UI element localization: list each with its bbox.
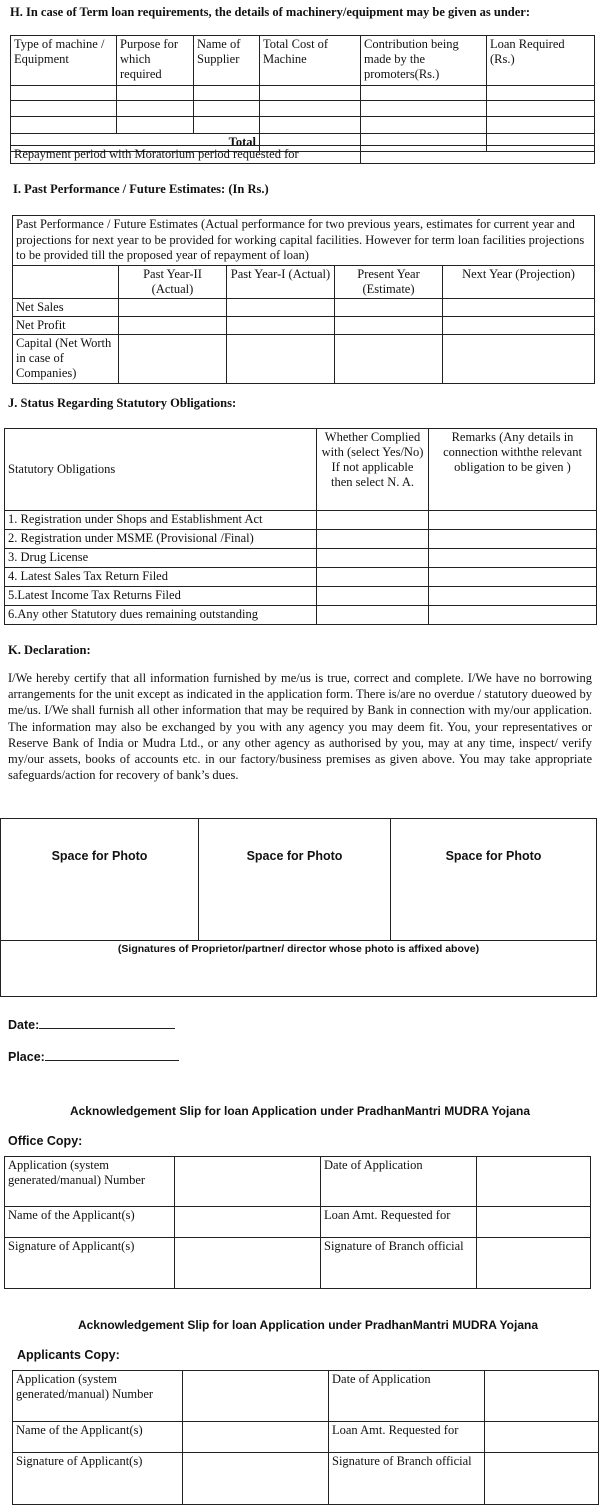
date-label: Date: (8, 1018, 40, 1032)
photo-box-2[interactable]: Space for Photo (199, 819, 391, 941)
cell[interactable] (487, 101, 595, 117)
cell[interactable] (361, 117, 487, 134)
total-label: Total (11, 134, 260, 152)
cell[interactable] (260, 117, 361, 134)
header-contribution: Contribution being made by the promoters(Rs.) (361, 36, 487, 86)
ack-office-signature-value[interactable] (175, 1238, 321, 1289)
table-row (11, 101, 595, 117)
place-line (45, 1048, 179, 1061)
ack-office-signature-label: Signature of Applicant(s) (5, 1238, 175, 1289)
ack-office-title: Acknowledgement Slip for loan Application under PradhanMantri MUDRA Yojana (69, 1104, 531, 1118)
cell[interactable] (317, 606, 429, 625)
date-field[interactable] (8, 1016, 175, 1032)
ack-office-branch-sig-label: Signature of Branch official (321, 1238, 477, 1289)
ack-office-loan-amt-value[interactable] (477, 1207, 591, 1238)
ack-applicant-loan-amt-label: Loan Amt. Requested for (329, 1422, 485, 1453)
cell[interactable] (361, 86, 487, 101)
cell[interactable] (194, 117, 260, 134)
repayment-value[interactable] (361, 146, 595, 164)
header-supplier: Name of Supplier (194, 36, 260, 86)
cell[interactable] (119, 334, 227, 383)
repayment-table (10, 145, 595, 164)
applicants-copy-label: Applicants Copy: (17, 1348, 120, 1362)
cell[interactable] (443, 334, 595, 383)
cell[interactable] (361, 101, 487, 117)
obligation-5: 5.Latest Income Tax Returns Filed (5, 587, 317, 606)
col-past-year-1: Past Year-I (Actual) (227, 265, 335, 298)
cell[interactable] (194, 101, 260, 117)
col-present-year: Present Year (Estimate) (335, 265, 443, 298)
ack-office-branch-sig-value[interactable] (477, 1238, 591, 1289)
cell[interactable] (317, 587, 429, 606)
table-row (5, 587, 597, 606)
header-total-cost: Total Cost of Machine (260, 36, 361, 86)
ack-applicant-signature-label: Signature of Applicant(s) (13, 1453, 183, 1505)
ack-applicant-title: Acknowledgement Slip for loan Application under PradhanMantri MUDRA Yojana (77, 1318, 539, 1332)
ack-applicant-branch-sig-value[interactable] (485, 1453, 599, 1505)
row-net-sales: Net Sales (13, 298, 119, 316)
photo-table (0, 818, 597, 997)
section-j-heading: J. Status Regarding Statutory Obligations: (8, 396, 237, 410)
place-field[interactable] (8, 1048, 179, 1064)
ack-applicant-date-label: Date of Application (329, 1371, 485, 1422)
cell[interactable] (260, 86, 361, 101)
header-purpose: Purpose for which required (117, 36, 194, 86)
cell[interactable] (429, 606, 597, 625)
cell[interactable] (317, 549, 429, 568)
cell[interactable] (227, 316, 335, 334)
ack-applicant-date-value[interactable] (485, 1371, 599, 1422)
obligation-2: 2. Registration under MSME (Provisional /Final) (5, 530, 317, 549)
cell[interactable] (11, 101, 117, 117)
table-row (5, 606, 597, 625)
cell[interactable] (429, 587, 597, 606)
table-row (5, 530, 597, 549)
ack-office-applicant-value[interactable] (175, 1207, 321, 1238)
obligation-4: 4. Latest Sales Tax Return Filed (5, 568, 317, 587)
cell[interactable] (443, 316, 595, 334)
signature-caption: (Signatures of Proprietor/partner/ director whose photo is affixed above) (1, 941, 597, 997)
ack-applicant-applicant-label: Name of the Applicant(s) (13, 1422, 183, 1453)
header-type-of-machine: Type of machine / Equipment (11, 36, 117, 86)
ack-applicant-app-number-label: Application (system generated/manual) Number (13, 1371, 183, 1422)
cell[interactable] (11, 117, 117, 134)
cell[interactable] (119, 298, 227, 316)
cell[interactable] (194, 86, 260, 101)
cell[interactable] (260, 101, 361, 117)
cell[interactable] (335, 334, 443, 383)
cell[interactable] (117, 86, 194, 101)
office-copy-label: Office Copy: (8, 1134, 83, 1148)
cell[interactable] (117, 101, 194, 117)
section-h-heading: H. In case of Term loan requirements, the details of machinery/equipment may be given as under: (10, 5, 531, 19)
col-next-year: Next Year (Projection) (443, 265, 595, 298)
cell[interactable] (429, 568, 597, 587)
section-i-heading: I. Past Performance / Future Estimates: (In Rs.) (13, 182, 269, 196)
table-row (13, 316, 595, 334)
table-row (11, 86, 595, 101)
col-whether-complied: Whether Complied with (select Yes/No) If not applicable then select N. A. (317, 429, 429, 511)
cell[interactable] (335, 298, 443, 316)
cell[interactable] (429, 549, 597, 568)
table-row (5, 568, 597, 587)
col-statutory-obligations: Statutory Obligations (5, 429, 317, 511)
ack-applicant-loan-amt-value[interactable] (485, 1422, 599, 1453)
empty-header (13, 265, 119, 298)
ack-applicant-branch-sig-label: Signature of Branch official (329, 1453, 485, 1505)
cell[interactable] (227, 298, 335, 316)
photo-box-1[interactable]: Space for Photo (1, 819, 199, 941)
performance-intro: Past Performance / Future Estimates (Actual performance for two previous years, estimates for current year and projections for next year to be provided for working capital facilities. However for term loan facilities projections to be provided till the proposed year of repayment of loan) (13, 216, 595, 266)
photo-box-3[interactable]: Space for Photo (391, 819, 597, 941)
ack-office-loan-amt-label: Loan Amt. Requested for (321, 1207, 477, 1238)
cell[interactable] (317, 530, 429, 549)
ack-applicant-signature-value[interactable] (183, 1453, 329, 1505)
ack-office-applicant-label: Name of the Applicant(s) (5, 1207, 175, 1238)
table-row (5, 511, 597, 530)
date-line (39, 1016, 175, 1029)
row-net-profit: Net Profit (13, 316, 119, 334)
statutory-table (4, 428, 597, 625)
cell[interactable] (11, 86, 117, 101)
table-row (13, 298, 595, 316)
declaration-text: I/We hereby certify that all information furnished by me/us is true, correct and complete. I/We have no borrowing arrangements for the unit except as indicated in the application form. There is/are no overdue / statutory dueowed by me/us. I/We shall furnish all other information that may be required by Bank in connection with my/our application. The information may also be exchanged by you with any agency you may deem fit. You, your representatives or Reserve Bank of India or Mudra Ltd., or any other agency as authorised by you, may at any time, inspect/ verify my/our assets, books of accounts etc. in our factory/business premises as given above. You may take appropriate safeguards/action for recovery of bank’s dues. (8, 671, 592, 783)
ack-office-date-value[interactable] (477, 1157, 591, 1207)
ack-applicant-applicant-value[interactable] (183, 1422, 329, 1453)
col-past-year-2: Past Year-II (Actual) (119, 265, 227, 298)
ack-applicant-table (12, 1370, 599, 1505)
cell[interactable] (487, 117, 595, 134)
row-capital: Capital (Net Worth in case of Companies) (13, 334, 119, 383)
cell[interactable] (119, 316, 227, 334)
repayment-label: Repayment period with Moratorium period requested for (11, 146, 361, 164)
cell[interactable] (429, 511, 597, 530)
header-loan-required: Loan Required (Rs.) (487, 36, 595, 86)
cell[interactable] (317, 568, 429, 587)
table-row (5, 549, 597, 568)
obligation-3: 3. Drug License (5, 549, 317, 568)
cell[interactable] (429, 530, 597, 549)
section-k-heading: K. Declaration: (8, 643, 91, 657)
cell[interactable] (335, 316, 443, 334)
ack-office-app-number-value[interactable] (175, 1157, 321, 1207)
ack-office-table (4, 1156, 591, 1289)
place-label: Place: (8, 1050, 45, 1064)
cell[interactable] (443, 298, 595, 316)
obligation-1: 1. Registration under Shops and Establishment Act (5, 511, 317, 530)
obligation-6: 6.Any other Statutory dues remaining outstanding (5, 606, 317, 625)
ack-office-app-number-label: Application (system generated/manual) Number (5, 1157, 175, 1207)
table-row (13, 334, 595, 383)
table-row (11, 117, 595, 134)
cell[interactable] (487, 86, 595, 101)
ack-office-date-label: Date of Application (321, 1157, 477, 1207)
ack-applicant-app-number-value[interactable] (183, 1371, 329, 1422)
machinery-table (10, 35, 595, 152)
cell[interactable] (317, 511, 429, 530)
cell[interactable] (117, 117, 194, 134)
cell[interactable] (227, 334, 335, 383)
performance-table (12, 215, 595, 384)
col-remarks: Remarks (Any details in connection withthe relevant obligation to be given ) (429, 429, 597, 511)
